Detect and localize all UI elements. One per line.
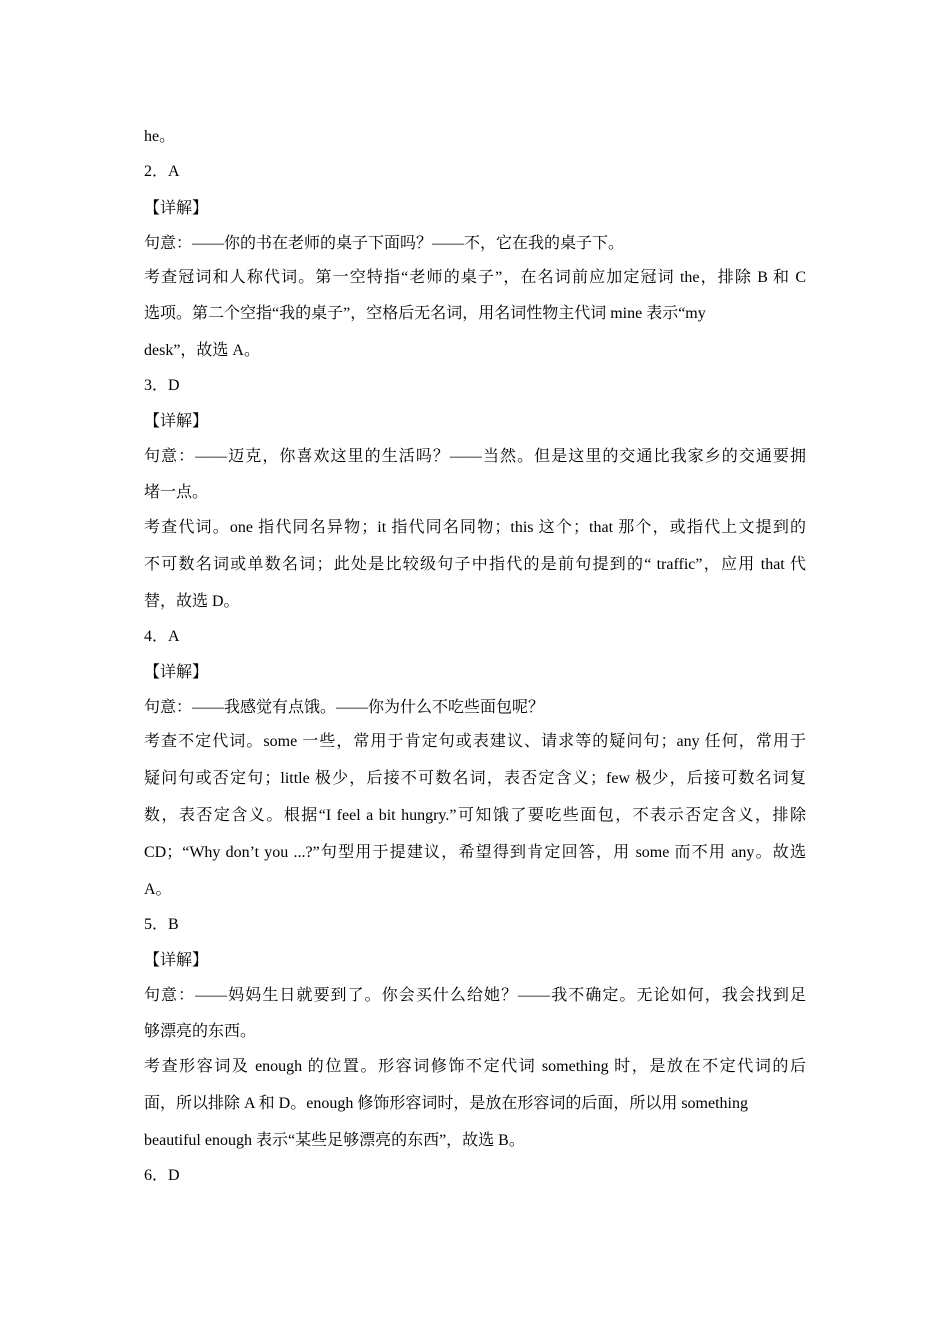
section-heading: 【详解】 — [144, 200, 209, 217]
text-line: 面，所以排除 A 和 D。enough 修饰形容词时，是放在形容词的后面，所以用 something — [144, 1095, 748, 1112]
text-line: 堵一点。 — [144, 484, 209, 501]
text-line: 够漂亮的东西。 — [144, 1023, 257, 1040]
question-number: 2．A — [144, 163, 180, 180]
question-number: 3．D — [144, 377, 180, 394]
question-number: 6．D — [144, 1167, 180, 1184]
text-line: 考查不定代词。some 一些，常用于肯定句或表建议、请求等的疑问句；any 任何，常用于 — [144, 733, 806, 750]
text-line: 选项。第二个空指“我的桌子”，空格后无名词，用名词性物主代词 mine 表示“my — [144, 305, 706, 322]
text-line: 考查代词。one 指代同名异物；it 指代同名同物；this 这个；that 那个，或指代上文提到的 — [144, 519, 806, 536]
text-line: desk”，故选 A。 — [144, 342, 260, 359]
text-line: 替，故选 D。 — [144, 593, 240, 610]
text-line: 句意：——你的书在老师的桌子下面吗？——不，它在我的桌子下。 — [144, 235, 625, 252]
text-line: A。 — [144, 881, 172, 898]
question-number: 5．B — [144, 916, 179, 933]
text-line: 数，表否定含义。根据“I feel a bit hungry.”可知饿了要吃些面包，不表示否定含义，排除 — [144, 807, 806, 824]
text-line: CD；“Why don’t you ...?”句型用于提建议，希望得到肯定回答，用 some 而不用 any。故选 — [144, 844, 806, 861]
section-heading: 【详解】 — [144, 413, 209, 430]
text-line: he。 — [144, 128, 176, 145]
text-line: 句意：——妈妈生日就要到了。你会买什么给她？——我不确定。无论如何，我会找到足 — [144, 987, 806, 1004]
text-line: 考查形容词及 enough 的位置。形容词修饰不定代词 something 时，是放在不定代词的后 — [144, 1058, 806, 1075]
text-line: 句意：——迈克，你喜欢这里的生活吗？——当然。但是这里的交通比我家乡的交通要拥 — [144, 448, 806, 465]
text-line: 疑问句或否定句；little 极少，后接不可数名词，表否定含义；few 极少，后接可数名词复 — [144, 770, 806, 787]
text-line: beautiful enough 表示“某些足够漂亮的东西”，故选 B。 — [144, 1132, 525, 1149]
section-heading: 【详解】 — [144, 664, 209, 681]
text-line: 不可数名词或单数名词；此处是比较级句子中指代的是前句提到的“ traffic”，应用 that 代 — [144, 556, 806, 573]
question-number: 4．A — [144, 628, 180, 645]
section-heading: 【详解】 — [144, 952, 209, 969]
text-line: 句意：——我感觉有点饿。——你为什么不吃些面包呢？ — [144, 699, 545, 716]
text-line: 考查冠词和人称代词。第一空特指“老师的桌子”，在名词前应加定冠词 the，排除 B 和 C — [144, 269, 806, 286]
